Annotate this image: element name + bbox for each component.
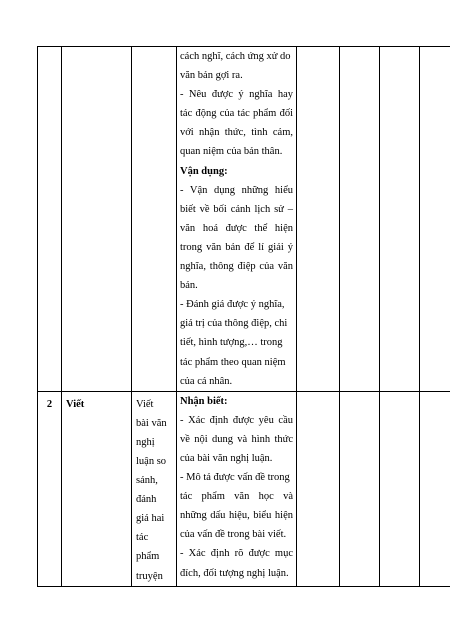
requirement-line: đích, đối tượng nghị luận.	[180, 567, 289, 579]
content-cell	[132, 391, 177, 586]
requirement-line: tác động của tác phẩm đối	[180, 108, 293, 120]
requirement-line: - Mô tả được vấn đề trong	[180, 472, 290, 484]
requirement-line: - Đánh giá được ý nghĩa,	[180, 299, 285, 311]
requirement-line: của vấn đề trong bài viết.	[180, 529, 287, 541]
requirement-line: - Vận dụng những hiểu	[180, 184, 293, 196]
row-number: 2	[38, 391, 62, 586]
requirement-line: của cá nhân.	[180, 375, 233, 387]
content-line: phẩm	[136, 551, 160, 563]
requirement-line: bản.	[180, 280, 198, 292]
requirement-line: văn hoá được thể hiện	[180, 222, 293, 234]
table-row	[38, 391, 450, 586]
requirement-line: trong văn bản để lí giải ý	[180, 241, 293, 253]
requirement-line: cách nghĩ, cách ứng xử do	[180, 51, 291, 62]
requirement-line: với nhận thức, tình cảm,	[180, 127, 293, 139]
spec-table	[37, 46, 450, 587]
content-cell	[132, 47, 177, 392]
level-cell-advanced	[420, 47, 450, 392]
skill-cell	[62, 47, 132, 392]
requirement-line: quan niệm của bản thân.	[180, 146, 283, 158]
level-cell-apply	[380, 391, 420, 586]
requirement-line: biết về bối cảnh lịch sử –	[180, 203, 293, 215]
requirement-line: về nội dung và hình thức	[180, 433, 293, 445]
requirement-line: những dấu hiệu, biểu hiện	[180, 510, 293, 522]
requirement-line: - Xác định được yêu cầu	[180, 414, 293, 426]
content-line: nghị	[136, 436, 155, 448]
level-cell-advanced	[420, 391, 450, 586]
content-line: bài văn	[136, 417, 167, 429]
requirements-cell	[177, 391, 297, 586]
level-cell-understand	[340, 391, 380, 586]
content-line: đánh	[136, 494, 157, 506]
requirement-line: tác phẩm theo quan niệm	[180, 356, 286, 368]
row-number	[38, 47, 62, 392]
level-cell-understand	[340, 47, 380, 392]
content-line: truyện	[136, 570, 163, 582]
content-line: giá hai	[136, 513, 165, 525]
requirement-line: tác phẩm văn học và	[180, 491, 293, 503]
level-cell-apply	[380, 47, 420, 392]
requirements-cell	[177, 47, 297, 392]
requirement-line: nghĩa, thông điệp của văn	[180, 261, 293, 273]
section-heading: Vận dụng:	[180, 165, 228, 177]
level-cell-recognize	[297, 391, 340, 586]
table-row	[38, 47, 450, 392]
content-line: Viết	[136, 398, 154, 410]
section-heading: Nhận biết:	[180, 395, 228, 407]
content-line: tác	[136, 532, 149, 544]
skill-cell: Viết	[62, 391, 132, 586]
level-cell-recognize	[297, 47, 340, 392]
requirement-line: tiết, hình tượng,… trong	[180, 337, 283, 349]
requirement-line: văn bản gợi ra.	[180, 70, 243, 82]
content-line: sánh,	[136, 475, 158, 487]
requirement-line: của bài văn nghị luận.	[180, 452, 273, 464]
requirement-line: - Nêu được ý nghĩa hay	[180, 89, 293, 101]
requirement-line: giá trị của thông điệp, chi	[180, 318, 288, 330]
requirement-line: - Xác định rõ được mục	[180, 548, 293, 560]
content-line: luận so	[136, 455, 167, 467]
